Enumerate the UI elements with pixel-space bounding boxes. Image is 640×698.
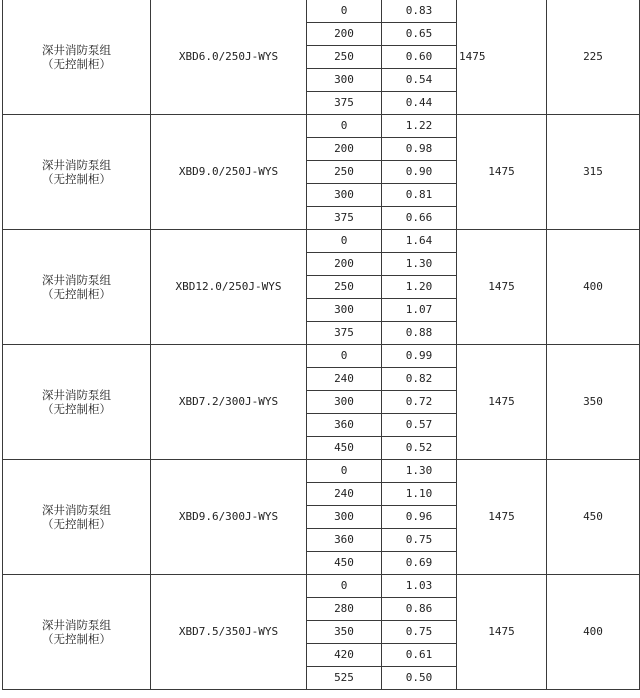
head-cell: 0.83 (382, 0, 457, 23)
power-cell: 450 (547, 460, 640, 575)
head-cell: 0.81 (382, 184, 457, 207)
flow-cell: 250 (307, 276, 382, 299)
pump-name-cell (3, 575, 151, 690)
speed-cell: 1475 (457, 0, 547, 115)
pump-name-cell (3, 460, 151, 575)
power-cell: 400 (547, 575, 640, 690)
head-cell: 0.86 (382, 598, 457, 621)
head-cell: 1.64 (382, 230, 457, 253)
head-cell: 0.50 (382, 667, 457, 690)
flow-cell: 0 (307, 115, 382, 138)
pump-name-line1: 深井消防泵组 (42, 158, 111, 172)
table-row (3, 230, 640, 253)
flow-cell: 375 (307, 92, 382, 115)
pump-name-line2: （无控制柜） (42, 517, 111, 531)
speed-cell: 1475 (457, 460, 547, 575)
head-cell: 0.98 (382, 138, 457, 161)
table-body (3, 0, 640, 690)
pump-name-cell (3, 230, 151, 345)
flow-cell: 420 (307, 644, 382, 667)
pump-model-cell: XBD9.6/300J-WYS (151, 460, 307, 575)
flow-cell: 0 (307, 575, 382, 598)
flow-cell: 300 (307, 69, 382, 92)
flow-cell: 0 (307, 345, 382, 368)
head-cell: 1.03 (382, 575, 457, 598)
head-cell: 0.82 (382, 368, 457, 391)
flow-cell: 280 (307, 598, 382, 621)
flow-cell: 240 (307, 368, 382, 391)
flow-cell: 300 (307, 184, 382, 207)
flow-cell: 250 (307, 161, 382, 184)
speed-cell: 1475 (457, 345, 547, 460)
pump-name-line1: 深井消防泵组 (42, 618, 111, 632)
flow-cell: 300 (307, 299, 382, 322)
head-cell: 0.72 (382, 391, 457, 414)
head-cell: 0.60 (382, 46, 457, 69)
flow-cell: 450 (307, 552, 382, 575)
flow-cell: 360 (307, 529, 382, 552)
power-cell: 315 (547, 115, 640, 230)
table-row (3, 345, 640, 368)
pump-name-line1: 深井消防泵组 (42, 503, 111, 517)
head-cell: 0.54 (382, 69, 457, 92)
head-cell: 0.90 (382, 161, 457, 184)
flow-cell: 375 (307, 322, 382, 345)
pump-name-line1: 深井消防泵组 (42, 273, 111, 287)
head-cell: 0.75 (382, 621, 457, 644)
table-row (3, 115, 640, 138)
pump-model-cell: XBD9.0/250J-WYS (151, 115, 307, 230)
flow-cell: 200 (307, 253, 382, 276)
pump-name-cell (3, 345, 151, 460)
head-cell: 1.30 (382, 460, 457, 483)
head-cell: 0.99 (382, 345, 457, 368)
head-cell: 0.96 (382, 506, 457, 529)
pump-name-cell (3, 115, 151, 230)
pump-name-line2: （无控制柜） (42, 172, 111, 186)
table-row (3, 575, 640, 598)
flow-cell: 300 (307, 391, 382, 414)
head-cell: 0.52 (382, 437, 457, 460)
flow-cell: 200 (307, 23, 382, 46)
pump-name-line2: （无控制柜） (42, 287, 111, 301)
flow-cell: 0 (307, 230, 382, 253)
head-cell: 0.75 (382, 529, 457, 552)
flow-cell: 240 (307, 483, 382, 506)
head-cell: 0.44 (382, 92, 457, 115)
head-cell: 1.30 (382, 253, 457, 276)
pump-spec-table (2, 0, 640, 690)
head-cell: 1.07 (382, 299, 457, 322)
power-cell: 400 (547, 230, 640, 345)
table-row (3, 460, 640, 483)
head-cell: 1.22 (382, 115, 457, 138)
flow-cell: 0 (307, 460, 382, 483)
power-cell: 350 (547, 345, 640, 460)
pump-model-cell: XBD7.5/350J-WYS (151, 575, 307, 690)
pump-model-cell: XBD7.2/300J-WYS (151, 345, 307, 460)
speed-cell: 1475 (457, 230, 547, 345)
flow-cell: 300 (307, 506, 382, 529)
pump-model-cell: XBD12.0/250J-WYS (151, 230, 307, 345)
flow-cell: 0 (307, 0, 382, 23)
flow-cell: 375 (307, 207, 382, 230)
head-cell: 1.20 (382, 276, 457, 299)
flow-cell: 360 (307, 414, 382, 437)
power-cell: 225 (547, 0, 640, 115)
flow-cell: 250 (307, 46, 382, 69)
head-cell: 0.69 (382, 552, 457, 575)
head-cell: 0.65 (382, 23, 457, 46)
flow-cell: 350 (307, 621, 382, 644)
pump-model-cell: XBD6.0/250J-WYS (151, 0, 307, 115)
speed-cell: 1475 (457, 115, 547, 230)
pump-name-line1: 深井消防泵组 (42, 388, 111, 402)
pump-name-line2: （无控制柜） (42, 402, 111, 416)
head-cell: 0.57 (382, 414, 457, 437)
pump-name-line2: （无控制柜） (42, 57, 111, 71)
flow-cell: 200 (307, 138, 382, 161)
flow-cell: 450 (307, 437, 382, 460)
head-cell: 0.66 (382, 207, 457, 230)
pump-name-cell (3, 0, 151, 115)
head-cell: 1.10 (382, 483, 457, 506)
speed-cell: 1475 (457, 575, 547, 690)
head-cell: 0.88 (382, 322, 457, 345)
pump-name-line2: （无控制柜） (42, 632, 111, 646)
table-row (3, 0, 640, 23)
head-cell: 0.61 (382, 644, 457, 667)
flow-cell: 525 (307, 667, 382, 690)
pump-name-line1: 深井消防泵组 (42, 43, 111, 57)
